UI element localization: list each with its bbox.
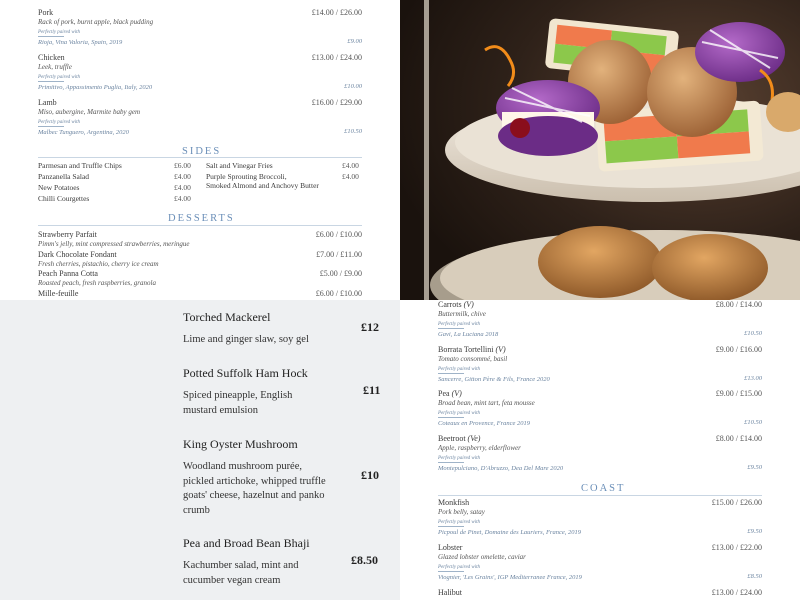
dish-description: Leek, truffle [38,63,72,71]
menu-item-beetroot [438,434,762,472]
wine-pairing: Montepulciano, D'Abruzzo, Dea Del Mare 2020 [438,465,564,472]
wine-price: £9.50 [747,528,762,535]
menu-item-borrata-tortellini [438,345,762,383]
dish-name: Borrata Tortellini [438,345,494,354]
side-item: Purple Sprouting Broccoli, [206,172,287,181]
afternoon-tea-photo [400,0,800,300]
coast-divider [438,495,762,496]
pairing-label: Perfectly paired with [438,411,481,416]
dish-description: Woodland mushroom purée, pickled artichoke, whipped truffle goats' cheese, hazelnut and panko crumb [183,461,326,516]
wine-pairing: Coteaux en Provence, France 2019 [438,420,530,427]
dish-name: Monkfish [438,498,470,507]
dish-name: Lamb [38,98,57,107]
dish-price: £8.00 / £14.00 [715,434,762,443]
pairing-label: Perfectly paired with [438,520,481,525]
menu-item-pork [38,8,362,46]
dish-name: Chicken [38,53,65,62]
dish-name: Potted Suffolk Ham Hock [183,366,308,380]
dish-price: £12 [361,320,379,334]
dish-description: Rack of pork, burnt apple, black pudding [38,18,154,26]
dish-price: £15.00 / £26.00 [711,498,762,507]
menu-item-halibut [438,588,762,597]
dish-price: £11 [363,383,381,397]
pairing-divider [438,462,464,463]
desserts-heading: DESSERTS [168,213,235,224]
pairing-label: Perfectly paired with [438,456,481,461]
side-price: £4.00 [174,194,191,203]
dish-description: Apple, raspberry, elderflower [438,444,521,452]
dish-name: Peach Panna Cotta [38,269,98,278]
menu-item-peach-panna-cotta [38,269,362,287]
wine-pairing: Malbec Tunguero, Argentina, 2020 [38,129,129,136]
dish-price: £13.00 / £24.00 [311,53,362,62]
dish-name: Pork [38,8,54,17]
pairing-label: Perfectly paired with [38,75,81,80]
dish-description: Buttermilk, chive [438,310,486,318]
dish-description: Miso, aubergine, Marmite baby gem [38,108,140,116]
dish-name: Torched Mackerel [183,310,271,324]
pairing-label: Perfectly paired with [38,120,81,125]
menu-item-torched-mackerel [183,310,383,348]
dish-name: Pea and Broad Bean Bhaji [183,536,310,550]
wine-pairing: Rioja, Vina Valoria, Spain, 2019 [38,39,123,46]
menu-starters-coast [400,300,800,600]
dish-description: Kachumber salad, mint and cucumber vegan cream [183,560,299,586]
dish-name: Dark Chocolate Fondant [38,250,117,259]
menu-item-chocolate-fondant [38,250,362,268]
side-price: £4.00 [342,161,359,170]
dish-name: Halibut [438,588,462,597]
wine-price: £9.00 [347,38,362,45]
menu-item-chicken [38,53,362,91]
pairing-label: Perfectly paired with [38,30,81,35]
dish-price: £16.00 / £29.00 [311,98,362,107]
pairing-label: Perfectly paired with [438,367,481,372]
menu-item-lobster [438,543,762,581]
wine-price: £10.50 [744,330,762,337]
pairing-divider [438,328,464,329]
pairing-label: Perfectly paired with [438,322,481,327]
dish-description: Pimm's jelly, mint compressed strawberries, meringue [38,240,190,248]
menu-starters-large [0,300,400,600]
wine-price: £9.50 [747,464,762,471]
pairing-divider [438,571,464,572]
dish-name: King Oyster Mushroom [183,437,298,451]
dish-name: Mille-feuille [38,289,79,298]
dish-price: £9.00 / £16.00 [715,345,762,354]
wine-price: £8.50 [747,573,762,580]
side-item: Salt and Vinegar Fries [206,161,273,170]
pairing-label: Perfectly paired with [438,565,481,570]
dish-price: £8.00 / £14.00 [715,300,762,309]
coast-heading: COAST [581,483,626,494]
dish-description: Roasted peach, fresh raspberries, granola [38,279,156,287]
diet-tag: (V) [451,389,462,398]
cake-stand-image [400,0,800,300]
dish-price: £6.00 / £10.00 [315,289,362,298]
dish-name: Beetroot [438,434,466,443]
sides-divider [38,157,362,158]
side-price: £4.00 [342,172,359,181]
menu-item-mille-feuille [38,289,362,298]
dish-name: Lobster [438,543,463,552]
dish-price: £5.00 / £9.00 [319,269,362,278]
side-item: New Potatoes [38,183,80,192]
dish-description: Spiced pineapple, English mustard emulsion [183,390,293,416]
diet-tag: (Ve) [467,434,481,443]
pairing-divider [438,417,464,418]
side-item: Parmesan and Truffle Chips [38,161,122,170]
dish-description: Tomato consommé, basil [438,355,508,363]
diet-tag: (V) [463,300,474,309]
wine-pairing: Viognier, 'Les Grains', IGP Mediterranee France, 2019 [438,574,582,581]
wine-price: £10.00 [344,83,362,90]
dish-price: £13.00 / £24.00 [711,588,762,597]
sides-heading: SIDES [182,146,222,157]
dish-description: Lime and ginger slaw, soy gel [183,334,309,345]
wine-pairing: Primitivo, Appassimento Puglia, Italy, 2020 [38,84,153,91]
dish-name: Strawberry Parfait [38,230,97,239]
dish-description: Fresh cherries, pistachio, cherry ice cream [38,260,159,268]
wine-price: £13.00 [744,375,762,382]
wine-pairing: Sancerre, Gitton Père & Fils, France 2020 [438,376,550,383]
pairing-divider [38,81,64,82]
menu-item-lamb [38,98,362,136]
menu-mains-sides-desserts [0,0,400,300]
pairing-divider [38,126,64,127]
pairing-divider [438,373,464,374]
side-item: Panzanella Salad [38,172,90,181]
dish-price: £7.00 / £11.00 [316,250,362,259]
pairing-divider [438,526,464,527]
side-item-continued: Smoked Almond and Anchovy Butter [206,181,319,190]
dish-name: Pea [438,389,450,398]
dish-price: £10 [361,468,379,482]
dish-name: Carrots [438,300,462,309]
diet-tag: (V) [495,345,506,354]
menu-item-carrots [438,300,762,338]
dish-description: Broad bean, mint tart, feta mousse [438,399,535,407]
dish-price: £9.00 / £15.00 [715,389,762,398]
dish-price: £8.50 [351,553,378,567]
dish-description: Glazed lobster omelette, caviar [438,553,526,561]
side-item: Chilli Courgettes [38,194,90,203]
pairing-divider [38,36,64,37]
menu-item-monkfish [438,498,762,536]
side-price: £4.00 [174,172,191,181]
wine-pairing: Gavi, La Luciana 2018 [438,331,499,338]
wine-pairing: Picpoul de Pinet, Domaine des Lauriers, France, 2019 [438,529,581,536]
menu-item-potted-ham-hock [183,366,383,418]
menu-item-king-oyster-mushroom [183,437,383,518]
wine-price: £10.50 [344,128,362,135]
menu-item-pea [438,389,762,427]
dish-price: £6.00 / £10.00 [315,230,362,239]
wine-price: £10.50 [744,419,762,426]
side-price: £4.00 [174,183,191,192]
dish-price: £14.00 / £26.00 [311,8,362,17]
dish-description: Pork belly, satay [438,508,485,516]
menu-item-strawberry-parfait [38,230,362,248]
desserts-divider [38,225,362,226]
side-price: £6.00 [174,161,191,170]
dish-price: £13.00 / £22.00 [711,543,762,552]
